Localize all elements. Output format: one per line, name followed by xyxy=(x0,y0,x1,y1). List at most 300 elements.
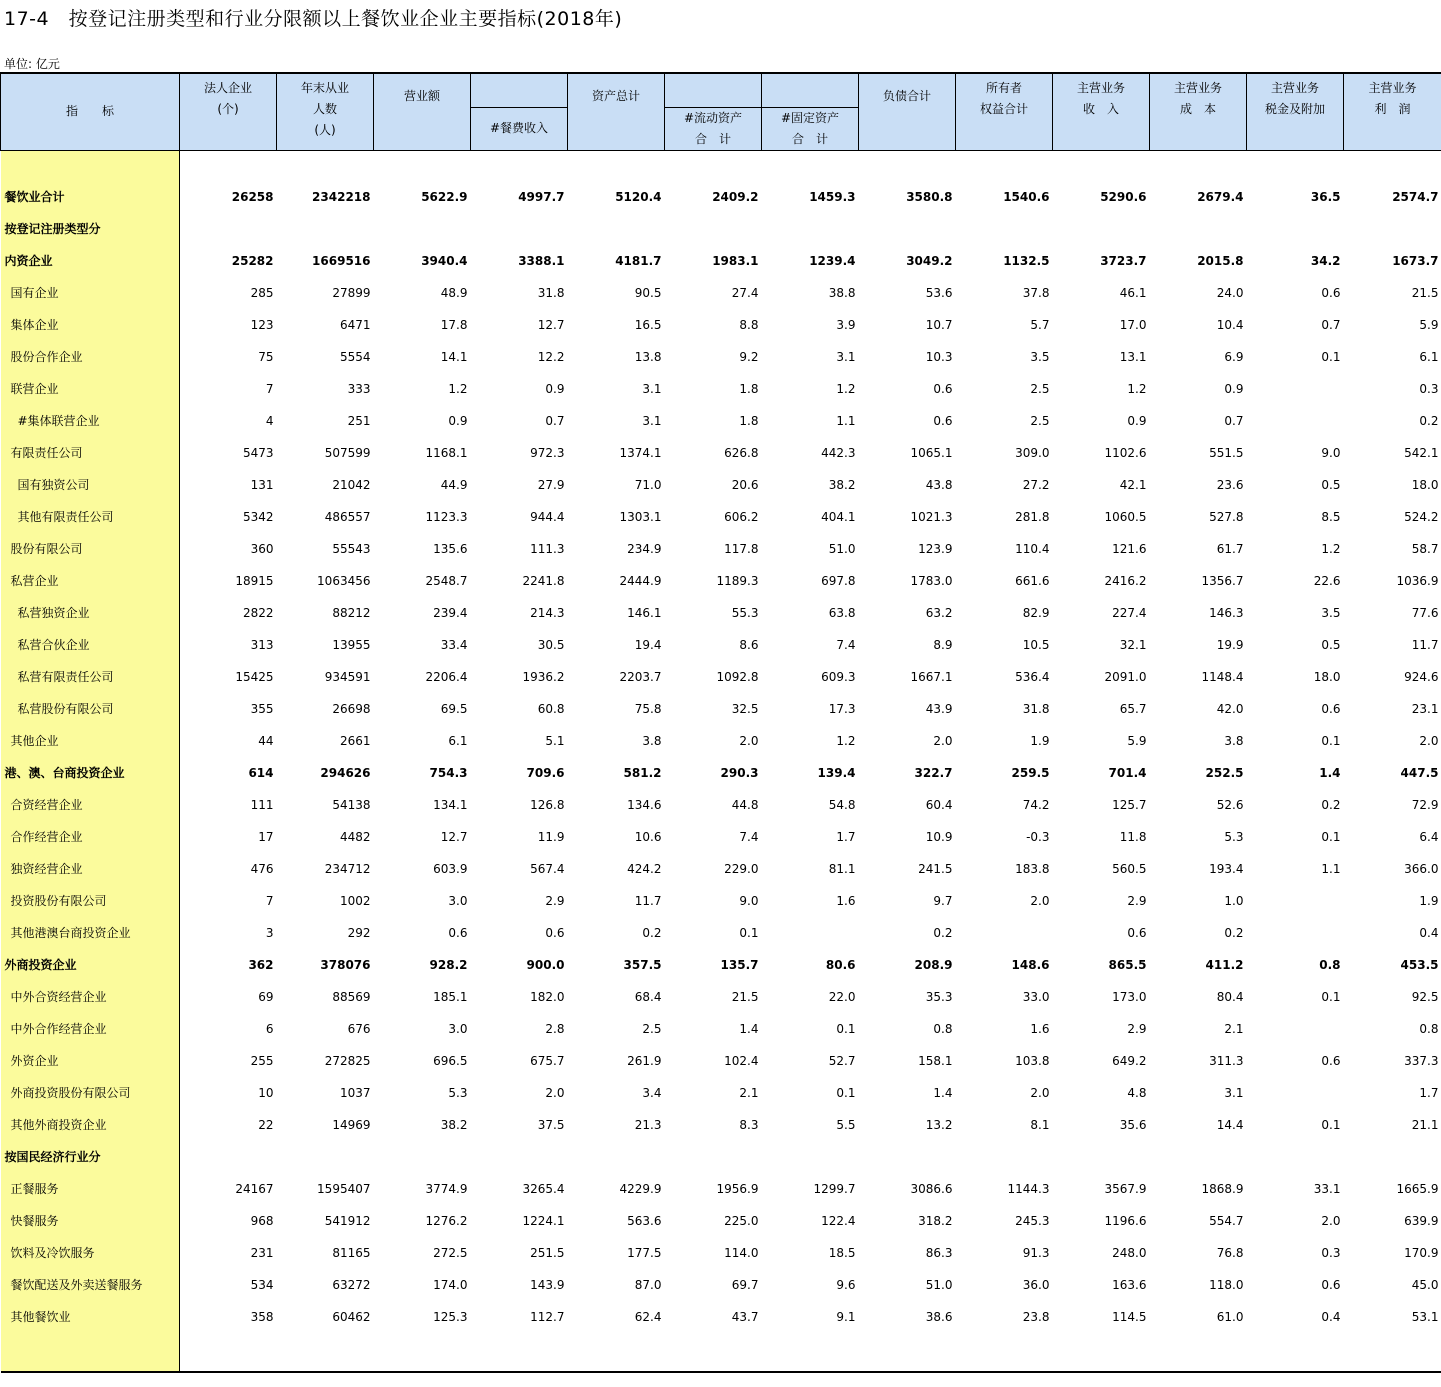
table-cell xyxy=(665,213,762,245)
table-cell xyxy=(1247,373,1344,405)
header-employees: 年末从业 人数 (人) xyxy=(277,73,374,150)
table-cell: 4482 xyxy=(339,829,371,844)
table-row xyxy=(1,181,1441,213)
table-cell: 3580.8 xyxy=(906,189,953,204)
table-cell: 135.7 xyxy=(720,957,759,972)
table-cell: 2444.9 xyxy=(619,573,662,588)
table-cell: 9.2 xyxy=(739,349,759,364)
table-cell: 33.1 xyxy=(1313,1181,1341,1196)
table-cell: 38.6 xyxy=(925,1309,953,1324)
table-cell: 225.0 xyxy=(724,1213,759,1228)
table-cell: 272825 xyxy=(324,1053,371,1068)
spacer-cell xyxy=(1150,150,1247,181)
table-cell: 182.0 xyxy=(530,989,565,1004)
spacer-cell xyxy=(1053,150,1150,181)
table-cell: 5120.4 xyxy=(615,189,662,204)
table-cell: 183.8 xyxy=(1015,861,1050,876)
table-cell: 139.4 xyxy=(817,765,856,780)
table-cell: 8.8 xyxy=(739,317,759,332)
table-cell: 357.5 xyxy=(623,957,662,972)
table-cell: 227.4 xyxy=(1112,605,1147,620)
table-cell: 0.8 xyxy=(1419,1021,1439,1036)
table-cell: 71.0 xyxy=(634,477,662,492)
table-cell xyxy=(277,1141,374,1173)
table-cell: 68.4 xyxy=(634,989,662,1004)
spacer-cell xyxy=(471,150,568,181)
table-cell: 1669516 xyxy=(312,253,371,268)
table-cell: 675.7 xyxy=(530,1053,565,1068)
table-cell: 114.5 xyxy=(1112,1309,1147,1324)
label-spacer xyxy=(1,1333,180,1372)
table-cell: 542.1 xyxy=(1404,445,1439,460)
table-cell: 55.3 xyxy=(731,605,759,620)
table-cell: 6471 xyxy=(339,317,371,332)
table-cell xyxy=(1247,405,1344,437)
table-row xyxy=(1,1301,1441,1333)
table-cell: 358 xyxy=(250,1309,274,1324)
table-cell: 0.6 xyxy=(545,925,565,940)
table-cell: 0.9 xyxy=(545,381,565,396)
table-cell: 12.2 xyxy=(537,349,565,364)
table-cell: 20.6 xyxy=(731,477,759,492)
table-cell xyxy=(956,213,1053,245)
table-cell: 2342218 xyxy=(312,189,371,204)
table-cell: 5622.9 xyxy=(421,189,468,204)
table-cell: 1540.6 xyxy=(1003,189,1050,204)
table-cell: 8.5 xyxy=(1321,509,1341,524)
table-cell: 1459.3 xyxy=(809,189,856,204)
table-cell: 0.2 xyxy=(1224,925,1244,940)
table-cell: 18.0 xyxy=(1411,477,1439,492)
table-cell: 2241.8 xyxy=(522,573,565,588)
header-catering-income: #餐费收入 xyxy=(471,107,568,150)
table-cell: 1667.1 xyxy=(910,669,953,684)
table-cell: 0.6 xyxy=(1321,1053,1341,1068)
row-label: 联营企业 xyxy=(1,373,180,405)
table-cell: 2203.7 xyxy=(619,669,662,684)
table-cell xyxy=(762,213,859,245)
table-cell: 16.5 xyxy=(634,317,662,332)
table-cell: 1060.5 xyxy=(1104,509,1147,524)
row-label: 合作经营企业 xyxy=(1,821,180,853)
table-cell: 1.4 xyxy=(1319,765,1341,780)
table-cell: 7 xyxy=(265,893,274,908)
table-cell: 3.1 xyxy=(836,349,856,364)
table-cell: 1168.1 xyxy=(425,445,468,460)
table-row xyxy=(1,661,1441,693)
table-cell: 72.9 xyxy=(1411,797,1439,812)
table-cell: 1936.2 xyxy=(522,669,565,684)
row-label: 国有独资公司 xyxy=(1,469,180,501)
table-cell: 13955 xyxy=(332,637,371,652)
table-cell: 17.3 xyxy=(828,701,856,716)
table-cell: 0.1 xyxy=(836,1085,856,1100)
table-cell: 7.4 xyxy=(836,637,856,652)
table-cell: 32.5 xyxy=(731,701,759,716)
table-cell: 318.2 xyxy=(918,1213,953,1228)
table-cell: 86.3 xyxy=(925,1245,953,1260)
table-row xyxy=(1,917,1441,949)
table-cell: 2.1 xyxy=(1224,1021,1244,1036)
table-cell: 928.2 xyxy=(429,957,468,972)
table-cell: 3.1 xyxy=(1224,1085,1244,1100)
table-cell: 8.6 xyxy=(739,637,759,652)
table-cell: 1783.0 xyxy=(910,573,953,588)
table-cell: 3774.9 xyxy=(425,1181,468,1196)
table-cell: 252.5 xyxy=(1205,765,1244,780)
table-cell: 311.3 xyxy=(1209,1053,1244,1068)
table-cell: 3.1 xyxy=(642,381,662,396)
table-cell: 1092.8 xyxy=(716,669,759,684)
table-cell: 76.8 xyxy=(1216,1245,1244,1260)
table-cell: 53.6 xyxy=(925,285,953,300)
table-cell: 193.4 xyxy=(1209,861,1244,876)
table-cell: 51.0 xyxy=(828,541,856,556)
table-cell: 5554 xyxy=(339,349,371,364)
table-cell: 2679.4 xyxy=(1197,189,1244,204)
table-cell: 581.2 xyxy=(623,765,662,780)
spacer-cell xyxy=(859,150,956,181)
table-cell: 3 xyxy=(265,925,274,940)
table-cell: 2.9 xyxy=(1127,1021,1147,1036)
row-label: 中外合作经营企业 xyxy=(1,1013,180,1045)
table-cell: 453.5 xyxy=(1400,957,1439,972)
table-row xyxy=(1,1141,1441,1173)
table-cell: 551.5 xyxy=(1209,445,1244,460)
table-cell: 0.7 xyxy=(1321,317,1341,332)
table-cell: 968 xyxy=(250,1213,274,1228)
table-cell: 0.4 xyxy=(1321,1309,1341,1324)
table-cell: 1.7 xyxy=(836,829,856,844)
spacer-cell xyxy=(277,150,374,181)
table-cell: 900.0 xyxy=(526,957,565,972)
table-cell: 18.0 xyxy=(1313,669,1341,684)
table-cell: 9.7 xyxy=(933,893,953,908)
table-cell: 33.0 xyxy=(1022,989,1050,1004)
table-cell: 241.5 xyxy=(918,861,953,876)
table-cell: 2206.4 xyxy=(425,669,468,684)
table-cell: 1.9 xyxy=(1419,893,1439,908)
table-cell: 1.6 xyxy=(836,893,856,908)
table-cell: 43.9 xyxy=(925,701,953,716)
table-cell: 42.1 xyxy=(1119,477,1147,492)
table-cell: 21.5 xyxy=(731,989,759,1004)
table-cell: 65.7 xyxy=(1119,701,1147,716)
table-row xyxy=(1,853,1441,885)
table-cell: 1.2 xyxy=(836,733,856,748)
table-cell: 27899 xyxy=(332,285,371,300)
table-cell: 11.8 xyxy=(1119,829,1147,844)
table-cell: 0.1 xyxy=(1321,1117,1341,1132)
table-row xyxy=(1,821,1441,853)
table-cell: 117.8 xyxy=(724,541,759,556)
table-cell: 55543 xyxy=(332,541,371,556)
table-cell: 146.1 xyxy=(627,605,662,620)
spacer-cell xyxy=(1344,1333,1441,1372)
spacer-cell xyxy=(471,1333,568,1372)
table-cell xyxy=(1247,213,1344,245)
table-cell: 90.5 xyxy=(634,285,662,300)
table-cell xyxy=(1247,885,1344,917)
table-cell: 701.4 xyxy=(1108,765,1147,780)
header-main-revenue: 主营业务 收 入 xyxy=(1053,73,1150,150)
table-cell: 0.7 xyxy=(1224,413,1244,428)
table-cell: 22.0 xyxy=(828,989,856,1004)
table-cell: 0.3 xyxy=(1419,381,1439,396)
row-label: 其他外商投资企业 xyxy=(1,1109,180,1141)
table-cell: 309.0 xyxy=(1015,445,1050,460)
table-cell: -0.3 xyxy=(1026,829,1050,844)
spacer-cell xyxy=(859,1333,956,1372)
header-legal-entities: 法人企业 (个) xyxy=(180,73,277,150)
table-cell: 18.5 xyxy=(828,1245,856,1260)
table-cell: 229.0 xyxy=(724,861,759,876)
table-cell: 1.2 xyxy=(448,381,468,396)
table-cell: 69 xyxy=(258,989,274,1004)
table-cell: 290.3 xyxy=(720,765,759,780)
table-cell: 0.1 xyxy=(1321,733,1341,748)
table-cell: 2.5 xyxy=(642,1021,662,1036)
spacer-cell xyxy=(180,1333,277,1372)
table-cell: 34.2 xyxy=(1310,253,1341,268)
table-cell: 74.2 xyxy=(1022,797,1050,812)
table-cell: 32.1 xyxy=(1119,637,1147,652)
table-cell: 360 xyxy=(250,541,274,556)
table-cell: 0.6 xyxy=(1321,1277,1341,1292)
table-cell xyxy=(1150,213,1247,245)
table-cell: 0.6 xyxy=(448,925,468,940)
table-cell: 54.8 xyxy=(828,797,856,812)
table-cell: 1144.3 xyxy=(1007,1181,1050,1196)
table-cell: 709.6 xyxy=(526,765,565,780)
table-cell: 5.9 xyxy=(1127,733,1147,748)
table-row xyxy=(1,1013,1441,1045)
table-cell: 52.6 xyxy=(1216,797,1244,812)
table-cell: 9.6 xyxy=(836,1277,856,1292)
table-cell: 10.4 xyxy=(1216,317,1244,332)
table-cell: 44 xyxy=(258,733,274,748)
table-cell: 0.5 xyxy=(1321,477,1341,492)
table-cell: 281.8 xyxy=(1015,509,1050,524)
table-cell: 1.1 xyxy=(1321,861,1341,876)
table-cell: 1595407 xyxy=(317,1181,371,1196)
table-cell: 1189.3 xyxy=(716,573,759,588)
table-cell: 27.9 xyxy=(537,477,565,492)
table-cell: 14969 xyxy=(332,1117,371,1132)
spacer-cell xyxy=(568,150,665,181)
table-row xyxy=(1,597,1441,629)
table-cell: 536.4 xyxy=(1015,669,1050,684)
spacer-cell xyxy=(1247,150,1344,181)
table-cell: 63.8 xyxy=(828,605,856,620)
table-cell: 46.1 xyxy=(1119,285,1147,300)
table-cell: 1276.2 xyxy=(425,1213,468,1228)
table-row xyxy=(1,1109,1441,1141)
unit-label: 单位: 亿元 xyxy=(4,57,60,71)
row-label: 港、澳、台商投资企业 xyxy=(1,757,180,789)
table-cell: 9.0 xyxy=(739,893,759,908)
table-row xyxy=(1,1077,1441,1109)
table-cell: 121.6 xyxy=(1112,541,1147,556)
table-row xyxy=(1,1173,1441,1205)
table-cell: 44.9 xyxy=(440,477,468,492)
table-cell xyxy=(859,1141,956,1173)
table-cell: 1.6 xyxy=(1030,1021,1050,1036)
table-cell: 541912 xyxy=(324,1213,371,1228)
table-cell: 6.1 xyxy=(448,733,468,748)
table-cell: 0.2 xyxy=(933,925,953,940)
table-cell: 30.5 xyxy=(537,637,565,652)
table-cell: 0.9 xyxy=(1127,413,1147,428)
table-cell: 19.9 xyxy=(1216,637,1244,652)
table-cell: 0.6 xyxy=(1321,285,1341,300)
header-indicator: 指 标 xyxy=(1,73,180,150)
row-label: 按国民经济行业分 xyxy=(1,1141,180,1173)
table-cell: 88569 xyxy=(332,989,371,1004)
table-cell: 4 xyxy=(265,413,274,428)
table-cell: 239.4 xyxy=(433,605,468,620)
table-cell: 18915 xyxy=(235,573,274,588)
table-cell: 2.0 xyxy=(1419,733,1439,748)
table-cell: 69.7 xyxy=(731,1277,759,1292)
header-main-tax: 主营业务 税金及附加 xyxy=(1247,73,1344,150)
table-cell: 19.4 xyxy=(634,637,662,652)
table-cell: 1148.4 xyxy=(1201,669,1244,684)
table-cell: 14.4 xyxy=(1216,1117,1244,1132)
table-cell: 0.8 xyxy=(933,1021,953,1036)
row-label: 集体企业 xyxy=(1,309,180,341)
table-cell: 24.0 xyxy=(1216,285,1244,300)
table-cell: 1673.7 xyxy=(1392,253,1439,268)
table-cell: 158.1 xyxy=(918,1053,953,1068)
table-cell: 6.1 xyxy=(1419,349,1439,364)
table-cell: 1868.9 xyxy=(1201,1181,1244,1196)
table-cell: 27.4 xyxy=(731,285,759,300)
table-cell xyxy=(471,213,568,245)
table-cell: 3.8 xyxy=(642,733,662,748)
table-body xyxy=(1,150,1441,1372)
table-cell: 58.7 xyxy=(1411,541,1439,556)
table-cell: 21.1 xyxy=(1411,1117,1439,1132)
table-cell: 1036.9 xyxy=(1396,573,1439,588)
table-cell: 1303.1 xyxy=(619,509,662,524)
spacer-cell xyxy=(374,1333,471,1372)
table-cell: 123 xyxy=(250,317,274,332)
table-cell: 1196.6 xyxy=(1104,1213,1147,1228)
table-cell: 6.4 xyxy=(1419,829,1439,844)
table-cell: 1983.1 xyxy=(712,253,759,268)
table-cell xyxy=(1247,1077,1344,1109)
table-cell: 603.9 xyxy=(433,861,468,876)
row-label: 内资企业 xyxy=(1,245,180,277)
row-label: 私营股份有限公司 xyxy=(1,693,180,725)
table-cell: 259.5 xyxy=(1011,765,1050,780)
table-cell: 114.0 xyxy=(724,1245,759,1260)
table-cell: 0.1 xyxy=(836,1021,856,1036)
table-row xyxy=(1,757,1441,789)
table-cell: 754.3 xyxy=(429,765,468,780)
table-cell: 0.6 xyxy=(933,413,953,428)
spacer-cell xyxy=(665,1333,762,1372)
header-total-assets: 资产总计 xyxy=(568,73,665,107)
table-cell: 1.8 xyxy=(739,413,759,428)
table-cell: 177.5 xyxy=(627,1245,662,1260)
spacer-cell xyxy=(762,1333,859,1372)
table-cell: 4997.7 xyxy=(518,189,565,204)
table-cell: 606.2 xyxy=(724,509,759,524)
table-cell: 0.4 xyxy=(1419,925,1439,940)
table-cell: 0.6 xyxy=(933,381,953,396)
row-label: 私营有限责任公司 xyxy=(1,661,180,693)
table-cell: 2409.2 xyxy=(712,189,759,204)
table-cell xyxy=(180,1141,277,1173)
row-label: 私营合伙企业 xyxy=(1,629,180,661)
table-cell: 639.9 xyxy=(1404,1213,1439,1228)
row-label: 快餐服务 xyxy=(1,1205,180,1237)
table-cell: 22.6 xyxy=(1313,573,1341,588)
table-cell: 7 xyxy=(265,381,274,396)
table-cell: 4181.7 xyxy=(615,253,662,268)
table-cell: 1.7 xyxy=(1419,1085,1439,1100)
table-cell: 3.4 xyxy=(642,1085,662,1100)
table-cell xyxy=(374,1141,471,1173)
table-cell: 245.3 xyxy=(1015,1213,1050,1228)
table-cell: 1.2 xyxy=(836,381,856,396)
table-row xyxy=(1,1237,1441,1269)
table-row xyxy=(1,1269,1441,1301)
table-cell: 476 xyxy=(250,861,274,876)
table-cell: 5473 xyxy=(242,445,274,460)
table-cell: 36.0 xyxy=(1022,1277,1050,1292)
table-cell: 214.3 xyxy=(530,605,565,620)
table-cell: 292 xyxy=(347,925,371,940)
table-cell xyxy=(762,917,859,949)
table-cell: 42.0 xyxy=(1216,701,1244,716)
table-cell: 37.8 xyxy=(1022,285,1050,300)
spacer-cell xyxy=(374,150,471,181)
row-label: 独资经营企业 xyxy=(1,853,180,885)
table-cell: 676 xyxy=(347,1021,371,1036)
table-cell: 696.5 xyxy=(433,1053,468,1068)
table-cell: 1356.7 xyxy=(1201,573,1244,588)
row-label: 按登记注册类型分 xyxy=(1,213,180,245)
table-cell: 9.1 xyxy=(836,1309,856,1324)
table-cell: 1.8 xyxy=(739,381,759,396)
table-cell: 3086.6 xyxy=(910,1181,953,1196)
table-cell: 51.0 xyxy=(925,1277,953,1292)
table-cell: 163.6 xyxy=(1112,1277,1147,1292)
table-cell: 131 xyxy=(250,477,274,492)
table-cell: 122.4 xyxy=(821,1213,856,1228)
table-cell: 75 xyxy=(258,349,274,364)
table-cell: 0.5 xyxy=(1321,637,1341,652)
table-cell: 103.8 xyxy=(1015,1053,1050,1068)
table-cell: 82.9 xyxy=(1022,605,1050,620)
table-cell xyxy=(568,1141,665,1173)
table-cell xyxy=(665,1141,762,1173)
table-cell: 62.4 xyxy=(634,1309,662,1324)
table-cell: 1.1 xyxy=(836,413,856,428)
row-label: 正餐服务 xyxy=(1,1173,180,1205)
table-cell: 143.9 xyxy=(530,1277,565,1292)
table-cell xyxy=(568,213,665,245)
table-cell: 134.6 xyxy=(627,797,662,812)
row-label: 其他港澳台商投资企业 xyxy=(1,917,180,949)
table-cell: 37.5 xyxy=(537,1117,565,1132)
table-cell: 527.8 xyxy=(1209,509,1244,524)
table-row xyxy=(1,501,1441,533)
table-cell: 0.1 xyxy=(739,925,759,940)
